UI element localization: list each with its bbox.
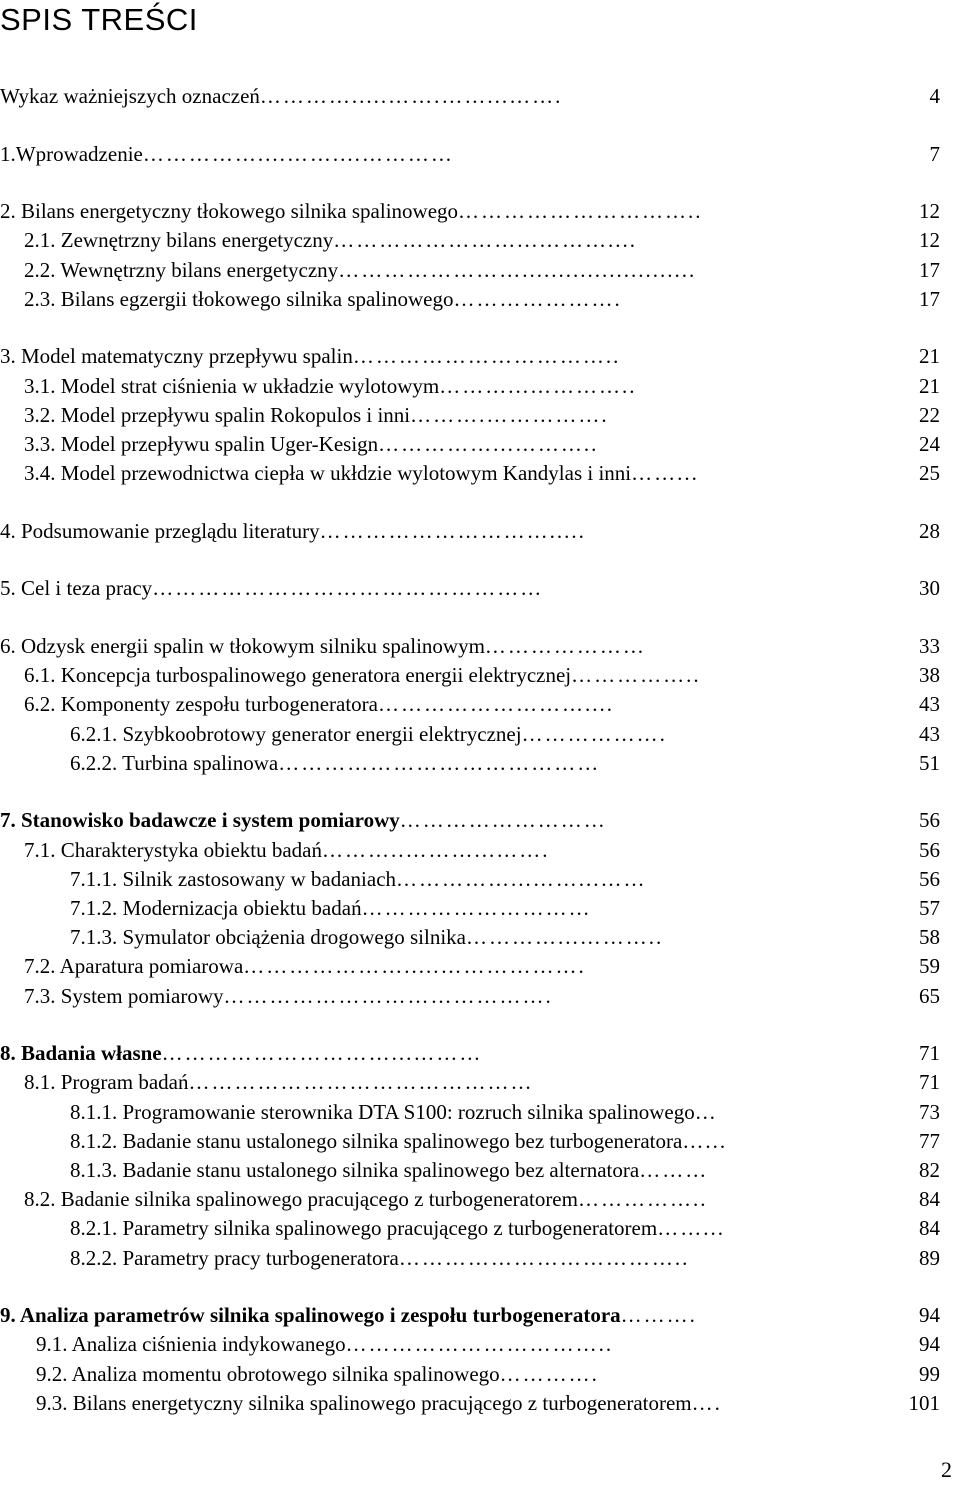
toc-entry-page: 57 bbox=[919, 896, 940, 920]
toc-entry-label: 5. Cel i teza pracy bbox=[0, 576, 153, 601]
toc-entry[interactable] bbox=[0, 806, 880, 834]
toc-entry[interactable] bbox=[24, 285, 880, 313]
toc-entry-page: 99 bbox=[919, 1361, 940, 1386]
toc-entry-page: 56 bbox=[919, 837, 940, 862]
toc-entry[interactable] bbox=[24, 982, 880, 1010]
toc-entry-leader: ……………...……….. bbox=[378, 432, 599, 456]
toc-entry-page: 38 bbox=[919, 663, 940, 688]
toc-entry-label: 9.2. Analiza momentu obrotowego silnika spalinowego bbox=[36, 1361, 500, 1386]
toc-entry-page: 25 bbox=[919, 461, 940, 486]
toc-entry-label: 7.1.1. Silnik zastosowany w badaniach bbox=[70, 866, 397, 891]
toc-entry-label: 7.1. Charakterystyka obiektu badań bbox=[24, 837, 322, 862]
toc-entry-leader: ……… bbox=[639, 1158, 709, 1182]
toc-entry-leader: ………...………….. bbox=[439, 373, 637, 398]
toc-entry-page: 89 bbox=[919, 1245, 940, 1270]
toc-entry-label: 8.1.2. Badanie stanu ustalonego silnika spalinowego bez turbogeneratora bbox=[70, 1128, 683, 1153]
toc-entry-leader: …………………………………………… bbox=[152, 576, 544, 601]
toc-entry-label: 6. Odzysk energii spalin w tłokowym silniku spalinowym bbox=[0, 634, 485, 658]
toc-entry-leader: ……………...……...…… bbox=[396, 866, 647, 891]
toc-entry-label: 6.2.1. Szybkoobrotowy generator energii elektrycznej bbox=[70, 721, 522, 746]
toc-entry-page: 84 bbox=[919, 1187, 940, 1212]
toc-entry-leader: …………………………….. bbox=[345, 1332, 614, 1357]
toc-entry[interactable] bbox=[24, 372, 880, 400]
toc-entry-leader: ……………………........................ bbox=[338, 257, 697, 282]
toc-entry-leader: ………………….....………………. bbox=[243, 954, 586, 979]
toc-entry[interactable] bbox=[0, 1039, 880, 1067]
toc-entry-leader: …. bbox=[691, 1390, 722, 1415]
toc-entry-page: 21 bbox=[919, 373, 940, 398]
toc-entry-leader: ……………………...……….... bbox=[333, 228, 637, 253]
toc-entry[interactable] bbox=[24, 1068, 880, 1096]
page-number: 2 bbox=[941, 1457, 952, 1482]
toc-entry-page: 71 bbox=[919, 1041, 940, 1066]
toc-entry-leader: ……………………………………. bbox=[223, 983, 553, 1008]
toc-entry-leader: … bbox=[694, 1099, 718, 1124]
toc-entry-page: 24 bbox=[919, 432, 940, 456]
toc-entry-page: 71 bbox=[919, 1070, 940, 1095]
toc-entry-leader: ……………....……....………… bbox=[142, 141, 454, 166]
toc-entry[interactable] bbox=[24, 661, 880, 689]
toc-entry[interactable] bbox=[70, 865, 880, 893]
toc-entry-leader: ……………………………………… bbox=[188, 1070, 534, 1095]
toc-entry-leader: …………….. bbox=[577, 1187, 708, 1212]
toc-entry[interactable] bbox=[70, 720, 880, 748]
toc-entry-leader: ……………………………….. bbox=[398, 1245, 690, 1270]
toc-entry-label: 7. Stanowisko badawcze i system pomiarowy bbox=[0, 808, 400, 833]
toc-entry[interactable] bbox=[70, 923, 880, 951]
toc-entry[interactable] bbox=[70, 894, 880, 922]
toc-entry[interactable] bbox=[24, 1185, 880, 1213]
toc-entry-leader: …………….. bbox=[571, 663, 701, 688]
toc-entry-label: 7.1.2. Modernizacja obiektu badań bbox=[70, 896, 362, 920]
toc-entry-page: 59 bbox=[919, 954, 940, 979]
toc-entry-page: 101 bbox=[908, 1390, 940, 1415]
toc-entry-label: 9. Analiza parametrów silnika spalinowego i zespołu turbogeneratora bbox=[0, 1303, 621, 1328]
toc-entry-page: 33 bbox=[919, 634, 940, 658]
toc-entry[interactable] bbox=[24, 690, 880, 718]
toc-entry-label: 6.1. Koncepcja turbospalinowego generatora energii elektrycznej bbox=[24, 663, 572, 688]
toc-entry-leader: ……………………… bbox=[399, 808, 607, 833]
toc-entry-page: 12 bbox=[919, 228, 940, 253]
toc-entry-leader: …………………………...……… bbox=[161, 1041, 483, 1066]
toc-entry-leader: ………………… bbox=[484, 634, 646, 658]
toc-entry-page: 58 bbox=[919, 925, 940, 950]
toc-entry-leader: ………..………...……. bbox=[322, 837, 550, 862]
toc-entry-page: 17 bbox=[919, 257, 940, 282]
toc-entry-label: 1.Wprowadzenie bbox=[0, 141, 143, 166]
toc-entry-leader: ………….....…….……...……. bbox=[259, 84, 563, 108]
toc-entry-page: 51 bbox=[919, 750, 940, 775]
toc-entry-label: 8.1. Program badań bbox=[24, 1070, 189, 1095]
toc-entry-label: Wykaz ważniejszych oznaczeń bbox=[0, 84, 260, 108]
toc-entry-label: 2.3. Bilans egzergii tłokowego silnika spalinowego bbox=[24, 286, 454, 311]
toc-entry[interactable] bbox=[0, 140, 880, 168]
toc-entry-page: 82 bbox=[919, 1158, 940, 1182]
toc-entry[interactable] bbox=[24, 952, 880, 980]
toc-entry-label: 3.1. Model strat ciśnienia w układzie wylotowym bbox=[24, 373, 440, 398]
toc-entry-label: 8.1.3. Badanie stanu ustalonego silnika spalinowego bez alternatora bbox=[70, 1158, 640, 1182]
toc-entry-page: 73 bbox=[919, 1099, 940, 1124]
toc-entry[interactable] bbox=[24, 459, 880, 487]
toc-entry[interactable] bbox=[0, 1301, 880, 1329]
toc-entry-label: 8.2.2. Parametry pracy turbogeneratora bbox=[70, 1245, 399, 1270]
toc-entry-label: 9.1. Analiza ciśnienia indykowanego bbox=[36, 1332, 346, 1357]
toc-entry-label: 3.3. Model przepływu spalin Uger-Kesign bbox=[24, 432, 379, 456]
toc-entry[interactable] bbox=[36, 1389, 880, 1417]
toc-entry-leader: ……... bbox=[631, 461, 699, 486]
toc-entry-leader: …………………………….. bbox=[352, 344, 621, 369]
toc-entry-leader: ………………. bbox=[521, 721, 667, 746]
toc-entry-page: 56 bbox=[919, 808, 940, 833]
toc-entry-leader: …... bbox=[682, 1128, 728, 1153]
toc-entry-label: 3.4. Model przewodnictwa ciepła w ukłdzie wylotowym Kandylas i inni bbox=[24, 461, 632, 486]
toc-entry-leader: …………. bbox=[499, 1361, 599, 1386]
toc-entry[interactable] bbox=[24, 836, 880, 864]
toc-entry-page: 84 bbox=[919, 1216, 940, 1241]
toc-entry-leader: ……………………….... bbox=[378, 692, 614, 717]
toc-entry-page: 65 bbox=[919, 983, 940, 1008]
toc-entry[interactable] bbox=[70, 1127, 880, 1155]
toc-entry-label: 3.2. Model przepływu spalin Rokopulos i inni bbox=[24, 402, 411, 427]
toc-entry-page: 77 bbox=[919, 1128, 940, 1153]
toc-entry-leader: ………………………… bbox=[361, 896, 592, 920]
toc-entry-leader: …………………………………… bbox=[278, 750, 601, 775]
toc-entry[interactable] bbox=[70, 749, 880, 777]
toc-entry[interactable] bbox=[70, 1098, 880, 1126]
toc-entry-leader: ………………………….. bbox=[458, 199, 703, 224]
toc-entry[interactable] bbox=[24, 430, 880, 458]
toc-entry[interactable] bbox=[24, 401, 880, 429]
toc-entry-label: 2. Bilans energetyczny tłokowego silnika spalinowego bbox=[0, 199, 459, 224]
toc-entry[interactable] bbox=[0, 574, 880, 602]
toc-entry[interactable] bbox=[0, 517, 880, 545]
toc-entry-leader: ……... bbox=[657, 1216, 725, 1241]
toc-entry-label: 7.2. Aparatura pomiarowa bbox=[24, 954, 244, 979]
toc-entry-leader: …………………………..... bbox=[319, 518, 586, 543]
toc-entry-label: 2.2. Wewnętrzny bilans energetyczny bbox=[24, 257, 339, 282]
toc-entry-label: 4. Podsumowanie przeglądu literatury bbox=[0, 518, 320, 543]
toc-entry-label: 8.2. Badanie silnika spalinowego pracującego z turbogeneratorem bbox=[24, 1187, 578, 1212]
toc-entry[interactable] bbox=[0, 342, 880, 370]
toc-entry-page: 7 bbox=[929, 141, 940, 166]
toc-entry-label: 7.1.3. Symulator obciążenia drogowego silnika bbox=[70, 925, 466, 950]
toc-entry-label: 7.3. System pomiarowy bbox=[24, 983, 224, 1008]
toc-entry[interactable] bbox=[0, 82, 880, 110]
toc-entry-label: 3. Model matematyczny przepływu spalin bbox=[0, 344, 353, 369]
toc-entry-page: 28 bbox=[919, 518, 940, 543]
toc-entry[interactable] bbox=[24, 256, 880, 284]
toc-entry[interactable] bbox=[36, 1360, 880, 1388]
toc-entry-leader: …………………. bbox=[453, 286, 622, 311]
toc-entry-label: 9.3. Bilans energetyczny silnika spalinowego pracującego z turbogeneratorem bbox=[36, 1390, 692, 1415]
toc-entry-label: 2.1. Zewnętrzny bilans energetyczny bbox=[24, 228, 334, 253]
toc-entry-label: 8.1.1. Programowanie sterownika DTA S100: rozruch silnika spalinowego bbox=[70, 1099, 695, 1124]
toc-entry[interactable] bbox=[0, 197, 880, 225]
toc-entry-leader: ………. bbox=[620, 1303, 697, 1328]
page-title: SPIS TREŚCI bbox=[0, 2, 198, 37]
toc-entry-label: 8.2.1. Parametry silnika spalinowego pracującego z turbogeneratorem bbox=[70, 1216, 658, 1241]
toc-entry-page: 22 bbox=[919, 402, 940, 427]
toc-entry-page: 94 bbox=[919, 1303, 940, 1328]
toc-entry-page: 30 bbox=[919, 576, 940, 601]
toc-entry-leader: …………...……….. bbox=[466, 925, 664, 950]
toc-entry[interactable] bbox=[70, 1244, 880, 1272]
toc-entry-label: 8. Badania własne bbox=[0, 1041, 162, 1066]
toc-entry[interactable] bbox=[70, 1214, 880, 1242]
toc-entry-page: 17 bbox=[919, 286, 940, 311]
toc-entry-label: 6.2.2. Turbina spalinowa bbox=[70, 750, 279, 775]
toc-entry-label: 6.2. Komponenty zespołu turbogeneratora bbox=[24, 692, 378, 717]
toc-entry[interactable] bbox=[0, 632, 880, 660]
toc-entry[interactable] bbox=[70, 1156, 880, 1184]
toc-entry-page: 12 bbox=[919, 199, 940, 224]
toc-entry-page: 21 bbox=[919, 344, 940, 369]
toc-entry-page: 43 bbox=[919, 721, 940, 746]
toc-entry-leader: ……….……………. bbox=[410, 402, 609, 427]
toc-entry[interactable] bbox=[36, 1330, 880, 1358]
toc-entry-page: 43 bbox=[919, 692, 940, 717]
toc-entry-page: 94 bbox=[919, 1332, 940, 1357]
toc-entry[interactable] bbox=[24, 226, 880, 254]
toc-entry-page: 4 bbox=[929, 84, 940, 108]
toc-entry-page: 56 bbox=[919, 866, 940, 891]
